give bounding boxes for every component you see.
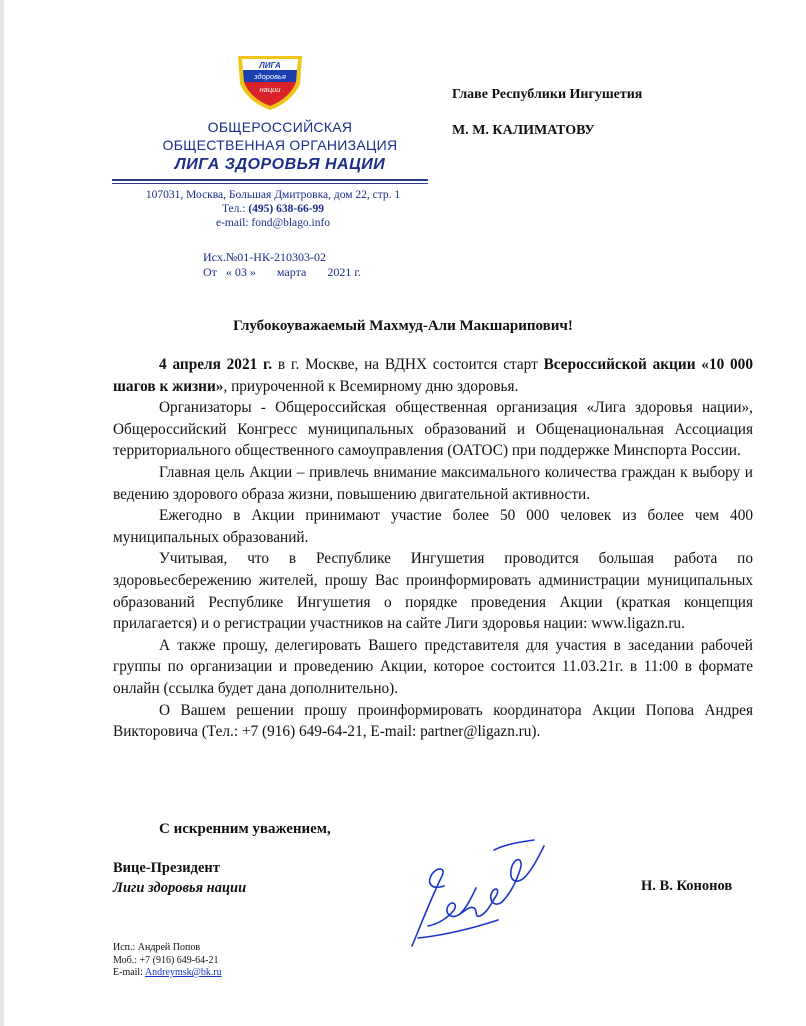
outgoing-reference	[203, 250, 367, 280]
date-year: 2021 г.	[327, 265, 361, 279]
executor-email-label: E-mail:	[113, 967, 145, 978]
signer-name: Н. В. Кононов	[641, 878, 733, 894]
org-line-1: ОБЩЕРОССИЙСКАЯ	[207, 119, 353, 135]
logo-word-middle: здоровья	[254, 72, 286, 81]
paragraph-1-text-a: в г. Москве, на ВДНХ состоится старт	[272, 356, 544, 373]
letterhead-contacts	[130, 188, 416, 230]
action-name: Всероссийской акции «10 000 шагов к жизни»	[113, 356, 753, 395]
phone-value: (495) 638-66-99	[248, 203, 325, 215]
paragraph-4: Ежегодно в Акции принимают участие более 50 000 человек из более чем 400 муниципальных образований.	[113, 507, 753, 546]
executor-name: Исп.: Андрей Попов	[113, 942, 201, 953]
league-logo-icon	[232, 50, 308, 112]
phone-label: Тел.:	[221, 203, 246, 215]
addressee-position: Главе Республики Ингушетия	[452, 87, 643, 102]
paragraph-7: О Вашем решении прошу проинформировать координатора Акции Попова Андрея Викторовича (Тел.: +7 (916) 649-64-21, E-mail: partner@ligazn.ru).	[113, 701, 753, 741]
outgoing-number: Исх.№01-НК-210303-02	[203, 250, 326, 264]
logo-word-bottom: нации	[259, 85, 281, 94]
signatory-block	[113, 858, 246, 898]
paragraph-2: Организаторы - Общероссийская общественная организация «Лига здоровья нации», Общероссийский Конгресс муниципальных образований и Общенациональная Ассоциация территориального общественного самоуправления (ОАТОС) при поддержке Минспорта России.	[113, 399, 753, 460]
outgoing-date	[203, 265, 367, 280]
closing-phrase: С искренним уважением,	[159, 821, 331, 837]
executor-block	[113, 942, 222, 980]
event-date: 4 апреля 2021 г.	[159, 356, 273, 373]
letterhead-rule	[112, 179, 428, 181]
paragraph-1	[113, 354, 753, 397]
paragraph-1-text-b: , приуроченной к Всемирному дню здоровья.	[223, 377, 519, 395]
signatory-org: Лиги здоровья нации	[113, 880, 247, 896]
signatory-title: Вице-Президент	[113, 860, 220, 876]
paragraph-6: А также прошу, делегировать Вашего представителя для участия в заседании рабочей группы по организации и проведению Акции, которое состоится 11.03.21г. в 11:00 в формате онлайн (ссылка будет дана дополнительно).	[113, 636, 753, 697]
org-email: e-mail: fond@blago.info	[215, 217, 331, 229]
addressee-name: М. М. КАЛИМАТОВУ	[452, 123, 595, 138]
executor-email-link[interactable]: Andreymsk@bk.ru	[144, 967, 222, 978]
letterhead-rule-thin	[112, 183, 428, 184]
paragraph-3: Главная цель Акции – привлечь внимание максимального количества граждан к выбору и ведению здорового образа жизни, повышению двигательной активности.	[113, 463, 753, 503]
date-day: « 03 »	[225, 265, 256, 279]
date-prefix: От	[203, 265, 217, 279]
org-line-2: ОБЩЕСТВЕННАЯ ОРГАНИЗАЦИЯ	[162, 137, 398, 153]
page-edge	[0, 0, 4, 1026]
addressee-block	[452, 87, 642, 159]
executor-phone: Моб.: +7 (916) 649-64-21	[113, 954, 219, 966]
letter-body	[113, 354, 753, 743]
handwritten-signature	[398, 826, 548, 954]
logo-word-top: ЛИГА	[259, 61, 281, 70]
org-phone	[130, 202, 416, 216]
org-name: ЛИГА ЗДОРОВЬЯ НАЦИИ	[174, 156, 386, 173]
org-address: 107031, Москва, Большая Дмитровка, дом 22, стр. 1	[145, 189, 401, 201]
date-month: марта	[276, 265, 307, 279]
greeting: Глубокоуважаемый Махмуд-Али Макшарипович!	[233, 318, 573, 334]
organization-heading	[140, 118, 420, 176]
paragraph-5: Учитывая, что в Республике Ингушетия проводится большая работа по здоровьесбережению жителей, прошу Вас проинформировать администрации муниципальных образований Республике Ингушетия о порядке проведения Акции (краткая концепция прилагается) и о регистрации участников на сайте Лиги здоровья нации: www.ligazn.ru.	[113, 550, 753, 633]
executor-email	[113, 967, 222, 980]
